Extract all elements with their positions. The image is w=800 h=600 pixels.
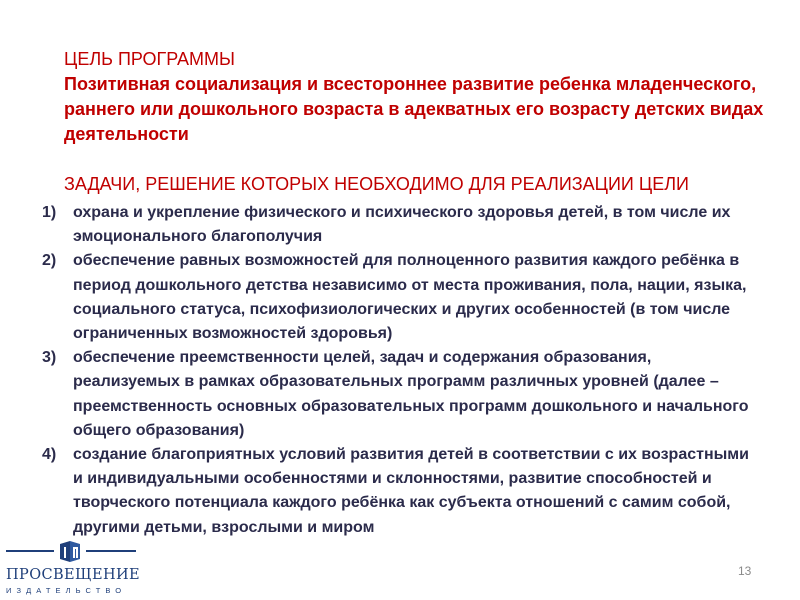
task-text: обеспечение равных возможностей для полноценного развития каждого ребёнка в период дошкольного детства независимо от места проживания, пола, нации, языка, социального статуса, психофизиологических и других особенностей (в том числе ограниченных возможностей здоровья) xyxy=(73,252,747,343)
tasks-heading: ЗАДАЧИ, РЕШЕНИЕ КОТОРЫХ НЕОБХОДИМО ДЛЯ РЕАЛИЗАЦИИ ЦЕЛИ xyxy=(64,174,689,194)
task-text: обеспечение преемственности целей, задач и содержания образования, реализуемых в рамках образовательных программ различных уровней (далее – преемственность основных образовательных программ дошкольного и начального общего образования) xyxy=(73,349,749,439)
task-number: 3) xyxy=(42,349,57,367)
goal-heading: ЦЕЛЬ ПРОГРАММЫ xyxy=(64,49,235,69)
page-number: 13 xyxy=(738,564,752,578)
task-item-2 xyxy=(40,249,760,346)
logo-wordmark: ПРОСВЕЩЕНИЕ xyxy=(6,567,141,583)
logo-subtitle: ИЗДАТЕЛЬСТВО xyxy=(6,586,127,595)
task-text: охрана и укрепление физического и психического здоровья детей, в том числе их эмоционального благополучия xyxy=(73,204,731,246)
logo-line-right xyxy=(86,550,136,552)
task-item-3 xyxy=(40,346,760,443)
task-number: 1) xyxy=(42,204,57,221)
task-list xyxy=(40,201,760,540)
task-item-1 xyxy=(40,201,760,249)
logo-line-left xyxy=(6,550,54,552)
goal-text: Позитивная социализация и всестороннее развитие ребенка младенческого, раннего или дошкольного возраста в адекватных его возрасту детских видах деятельности xyxy=(64,74,764,144)
task-number: 4) xyxy=(42,446,57,464)
task-text: создание благоприятных условий развития детей в соответствии с их возрастными и индивидуальными особенностями и склонностями, развитие способностей и творческого потенциала каждого ребёнка как субъекта отношений с самим собой, другими детьми, взрослыми и миром xyxy=(73,446,749,536)
logo-emblem-icon xyxy=(57,540,83,564)
task-number: 2) xyxy=(42,252,57,270)
publisher-logo xyxy=(0,540,140,600)
task-item-4 xyxy=(40,443,760,540)
